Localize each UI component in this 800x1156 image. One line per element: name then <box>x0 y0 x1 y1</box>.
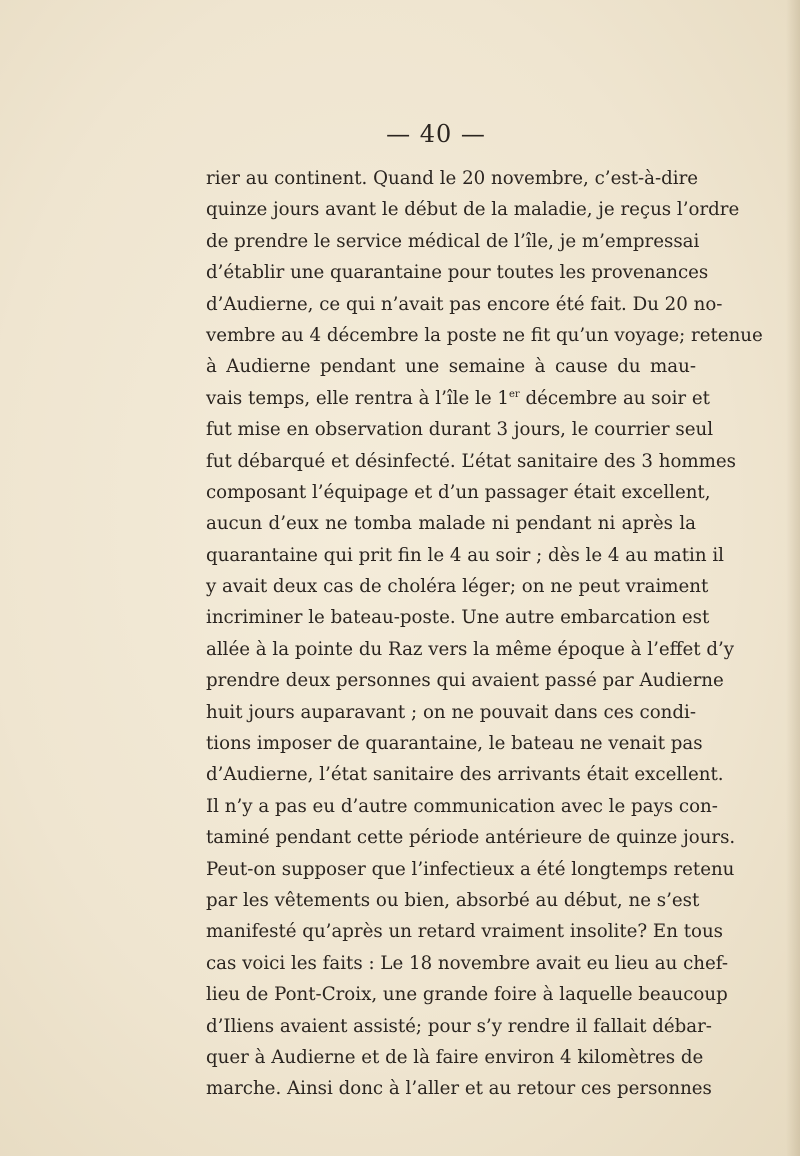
text-line: à Audierne pendant une semaine à cause du mau- <box>206 356 696 378</box>
body-text <box>206 163 763 1105</box>
text-line: fut mise en observation durant 3 jours, le courrier seul <box>206 419 714 441</box>
text-line: Peut-on supposer que l’infectieux a été longtemps retenu <box>206 858 735 880</box>
text-line: d’Audierne, l’état sanitaire des arrivants était excellent. <box>206 764 724 786</box>
text-line: d’établir une quarantaine pour toutes les provenances <box>206 262 709 284</box>
text-line: lieu de Pont-Croix, une grande foire à laquelle beaucoup <box>206 984 728 1006</box>
text-line: d’Audierne, ce qui n’avait pas encore été fait. Du 20 no- <box>206 293 723 315</box>
text-line: y avait deux cas de choléra léger; on ne peut vraiment <box>206 576 709 598</box>
text-line: de prendre le service médical de l’île, je m’empressai <box>206 230 700 252</box>
text-line: tions imposer de quarantaine, le bateau ne venait pas <box>206 733 703 755</box>
text-line: cas voici les faits : Le 18 novembre avait eu lieu au chef- <box>206 952 729 974</box>
text-line: Il n’y a pas eu d’autre communication avec le pays con- <box>206 795 718 817</box>
text-line: composant l’équipage et d’un passager était excellent, <box>206 481 711 503</box>
text-line: incriminer le bateau-poste. Une autre embarcation est <box>206 607 710 629</box>
text-line-tail: décembre au soir et <box>519 387 710 409</box>
superscript-er: er <box>508 388 520 400</box>
text-line: allée à la pointe du Raz vers la même époque à l’effet d’y <box>206 638 735 660</box>
page-edge-shadow <box>786 0 800 1156</box>
text-line: huit jours auparavant ; on ne pouvait dans ces condi- <box>206 701 696 723</box>
text-line: taminé pendant cette période antérieure de quinze jours. <box>206 827 736 849</box>
text-line: manifesté qu’après un retard vraiment insolite? En tous <box>206 921 724 943</box>
text-line: par les vêtements ou bien, absorbé au début, ne s’est <box>206 889 700 911</box>
page-number: — 40 — <box>386 120 486 148</box>
text-line: rier au continent. Quand le 20 novembre, c’est-à-dire <box>206 168 699 189</box>
text-line: d’Iliens avaient assisté; pour s’y rendre il fallait débar- <box>206 1015 712 1037</box>
text-line: marche. Ainsi donc à l’aller et au retour ces personnes <box>206 1078 712 1100</box>
text-line-head: vais temps, elle rentra à l’île le 1 <box>206 387 509 409</box>
text-line-with-superscript <box>206 383 710 414</box>
text-line: prendre deux personnes qui avaient passé par Audierne <box>206 670 724 692</box>
text-line: quinze jours avant le début de la maladie, je reçus l’ordre <box>206 199 740 221</box>
text-line: aucun d’eux ne tomba malade ni pendant ni après la <box>206 513 696 535</box>
text-line: quer à Audierne et de là faire environ 4 kilomètres de <box>206 1046 704 1068</box>
text-line: vembre au 4 décembre la poste ne fit qu’un voyage; retenue <box>206 324 763 346</box>
text-line: fut débarqué et désinfecté. L’état sanitaire des 3 hommes <box>206 450 737 472</box>
text-line: quarantaine qui prit fin le 4 au soir ; dès le 4 au matin il <box>206 544 724 566</box>
